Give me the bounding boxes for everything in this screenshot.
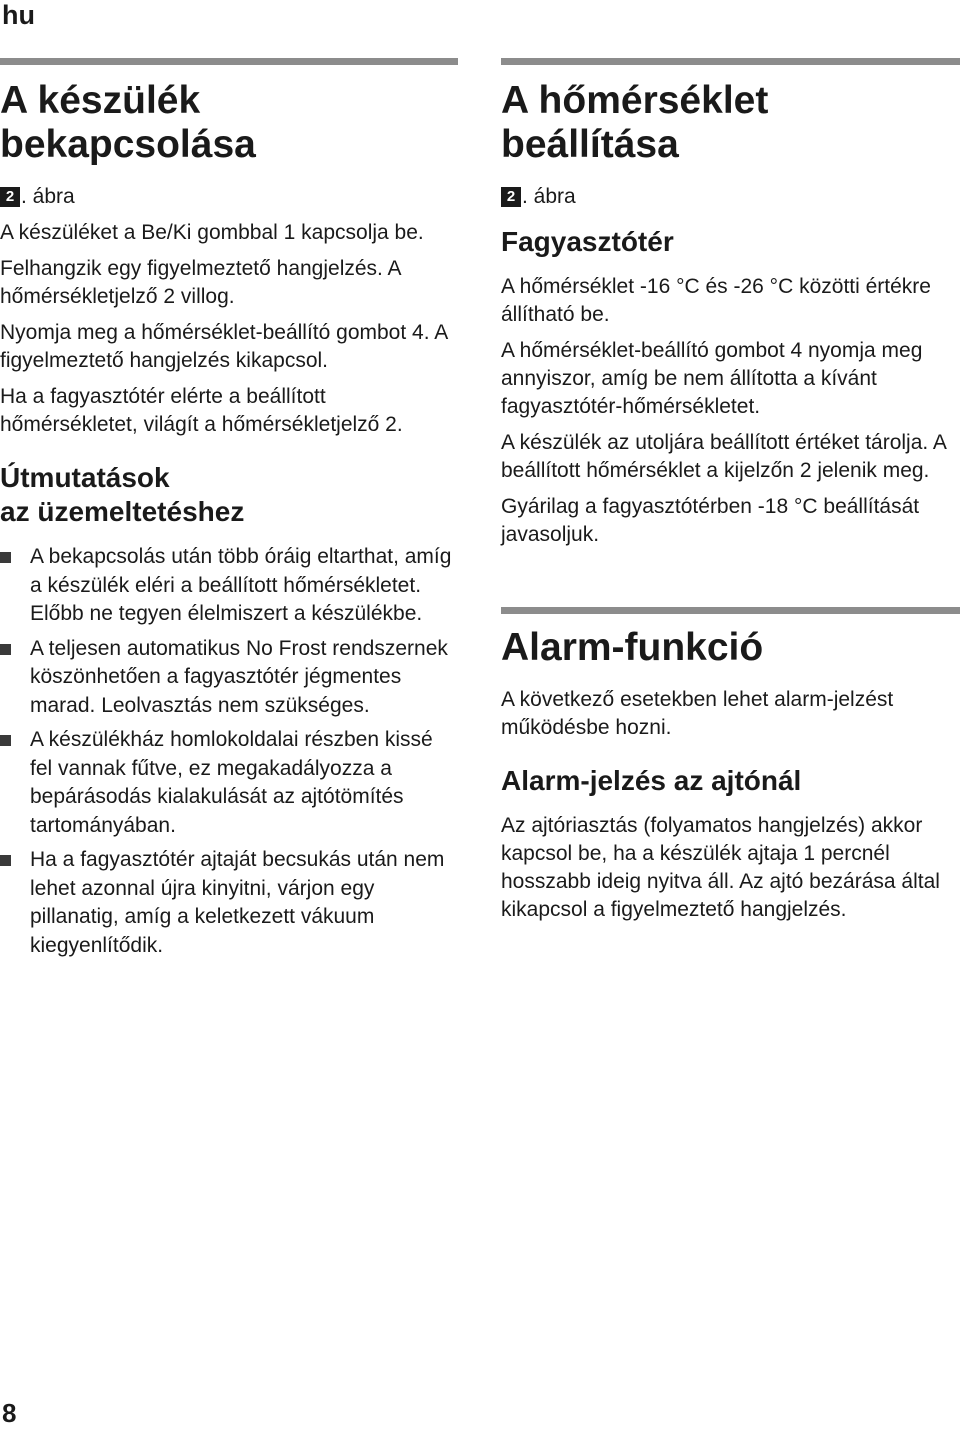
list-item-text: A készülékház homlokoldalai részben kissé fel vannak fűtve, ez megakadályozza a bepárásodás kialakulását az ajtótömítés tartományában.	[30, 728, 433, 837]
paragraph: A készülék az utoljára beállított értéket tárolja. A beállított hőmérséklet a kijelzőn 2 jelenik meg.	[501, 431, 946, 482]
paragraph: A hőmérséklet -16 °C és -26 °C közötti értékre állítható be.	[501, 275, 931, 326]
figure-reference-text: . ábra	[522, 185, 576, 208]
list-item	[0, 846, 458, 960]
alarm-subsection-title: Alarm-jelzés az ajtónál	[501, 765, 802, 796]
subsection-title: Fagyasztótér	[501, 226, 674, 257]
instruction-list	[0, 543, 458, 960]
list-item	[0, 726, 458, 840]
section-title	[501, 79, 960, 167]
paragraph: Ha a fagyasztótér elérte a beállított hőmérsékletet, világít a hőmérsékletjelző 2.	[0, 385, 403, 436]
section-divider	[501, 607, 960, 614]
paragraph: Gyárilag a fagyasztótérben -18 °C beállítását javasoljuk.	[501, 495, 920, 546]
bullet-icon	[0, 735, 11, 746]
list-item	[0, 635, 458, 721]
paragraph: Az ajtóriasztás (folyamatos hangjelzés) akkor kapcsol be, ha a készülék ajtaja 1 percnél hosszabb ideig nyitva áll. Az ajtó bezárása által kikapcsol a figyelmeztető hangjelzés.	[501, 814, 940, 921]
subsection-title	[0, 461, 458, 529]
list-item-text: A teljesen automatikus No Frost rendszernek köszönhetően a fagyasztótér jégmentes marad. Leolvasztás nem szükséges.	[30, 636, 448, 717]
paragraph: A következő esetekben lehet alarm-jelzést működésbe hozni.	[501, 688, 894, 739]
section-title-line2: bekapcsolása	[0, 123, 256, 166]
paragraph: A hőmérséklet-beállító gombot 4 nyomja meg annyiszor, amíg be nem állította a kívánt fagyasztótér-hőmérsékletet.	[501, 339, 923, 418]
bullet-icon	[0, 644, 11, 655]
left-column	[0, 58, 458, 966]
list-item	[0, 543, 458, 629]
paragraph: A készüléket a Be/Ki gombbal 1 kapcsolja be.	[0, 221, 424, 244]
figure-reference-text: . ábra	[21, 185, 75, 208]
subsection-title-line1: Útmutatások	[0, 462, 170, 493]
language-code: hu	[2, 0, 35, 30]
alarm-section-title: Alarm-funkció	[501, 626, 764, 669]
list-item-text: A bekapcsolás után több óráig eltarthat, amíg a készülék eléri a beállított hőmérsékletet. Előbb ne tegyen élelmiszert a készülékbe.	[30, 545, 452, 625]
section-title	[0, 79, 458, 167]
section-title-line1: A készülék	[0, 79, 201, 122]
bullet-icon	[0, 552, 11, 563]
page-number: 8	[2, 1398, 17, 1428]
section-title-line1: A hőmérséklet	[501, 79, 769, 122]
subsection-title-line2: az üzemeltetéshez	[0, 496, 245, 527]
figure-reference	[0, 183, 458, 211]
section-title-line2: beállítása	[501, 123, 679, 166]
list-item-text: Ha a fagyasztótér ajtaját becsukás után nem lehet azonnal újra kinyitni, várjon egy pillanatig, amíg a keletkezett vákuum kiegyenlítődik.	[30, 848, 445, 957]
section-divider	[0, 58, 458, 65]
bullet-icon	[0, 855, 11, 866]
figure-number-badge: 2	[0, 187, 20, 207]
figure-number-badge: 2	[501, 187, 521, 207]
section-divider	[501, 58, 960, 65]
paragraph: Felhangzik egy figyelmeztető hangjelzés. A hőmérsékletjelző 2 villog.	[0, 257, 401, 308]
figure-reference	[501, 183, 960, 211]
paragraph: Nyomja meg a hőmérséklet-beállító gombot 4. A figyelmeztető hangjelzés kikapcsol.	[0, 321, 448, 372]
right-column	[501, 58, 960, 932]
